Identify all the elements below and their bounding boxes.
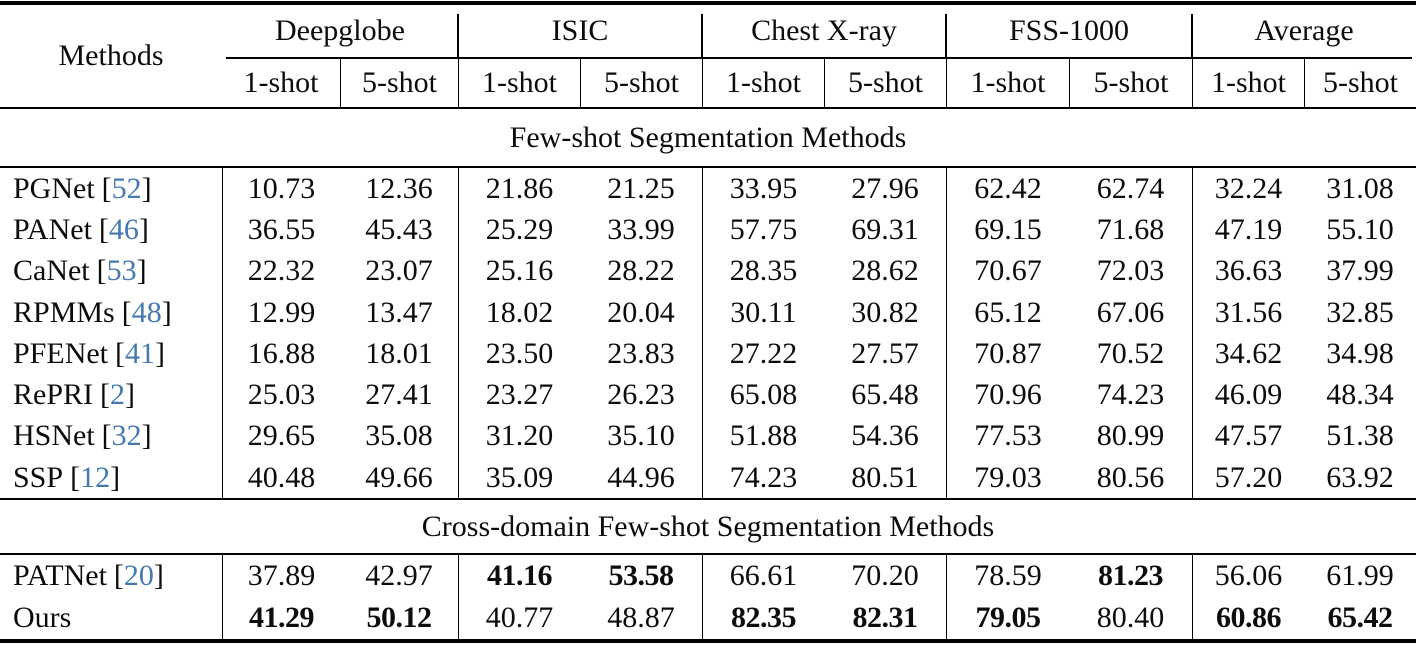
value-cell-pgnet-deepglobe-1-shot: 10.73 — [222, 168, 340, 209]
value-cell-patnet-chest-x-ray-1-shot: 66.61 — [702, 555, 824, 597]
citation-bracket: ] — [138, 212, 149, 246]
shot-header-chest-x-ray-5-shot: 5-shot — [824, 59, 946, 107]
table-row-hsnet — [0, 416, 1416, 457]
value-cell-patnet-fss-1000-5-shot: 81.23 — [1098, 559, 1163, 593]
method-cell-hsnet — [0, 416, 222, 457]
methods-column-header: Methods — [58, 39, 164, 72]
value-cell-rpmms-chest-x-ray-5-shot: 30.82 — [851, 295, 919, 329]
group-header-average: Average — [1192, 5, 1416, 57]
value-cell-patnet-fss-1000-1-shot: 78.59 — [946, 555, 1069, 597]
value-cell-rpmms-fss-1000-1-shot: 65.12 — [946, 292, 1069, 333]
value-cell-ssp-isic-1-shot: 35.09 — [458, 457, 580, 498]
value-cell-canet-deepglobe-1-shot: 22.32 — [222, 251, 340, 292]
value-cell-ours-chest-x-ray-5-shot: 82.31 — [852, 601, 918, 635]
value-cell-ssp-deepglobe-5-shot: 49.66 — [365, 460, 433, 494]
value-cell-repri-deepglobe-1-shot: 25.03 — [222, 374, 340, 415]
method-cell-pfenet — [0, 333, 222, 374]
value-cell-pfenet-deepglobe-1-shot: 16.88 — [222, 333, 340, 374]
citation-bracket: ] — [141, 171, 152, 205]
table-row-pfenet — [0, 333, 1416, 374]
method-name: RPMMs — [13, 295, 115, 329]
method-cell-ours — [0, 597, 222, 639]
value-cell-ours-deepglobe-5-shot: 50.12 — [366, 601, 432, 635]
section-title-0: Few-shot Segmentation Methods — [509, 120, 907, 154]
value-cell-panet-chest-x-ray-5-shot: 69.31 — [851, 212, 919, 246]
citation-bracket: [ — [96, 254, 107, 288]
table-row-repri — [0, 374, 1416, 415]
value-cell-hsnet-fss-1000-5-shot: 80.99 — [1096, 419, 1165, 453]
value-cell-repri-isic-5-shot: 26.23 — [607, 378, 675, 412]
value-cell-repri-average-5-shot: 48.34 — [1326, 378, 1394, 412]
citation-bracket: [ — [115, 336, 126, 370]
citation-ref-46[interactable]: 46 — [108, 212, 139, 246]
table-header — [0, 5, 1416, 107]
value-cell-pgnet-chest-x-ray-5-shot: 27.96 — [851, 171, 919, 205]
value-cell-canet-fss-1000-5-shot: 72.03 — [1096, 254, 1165, 288]
value-cell-ssp-deepglobe-1-shot: 40.48 — [222, 457, 340, 498]
bottom-rule — [0, 639, 1416, 643]
citation-bracket: [ — [101, 419, 112, 453]
value-cell-hsnet-fss-1000-1-shot: 77.53 — [946, 416, 1069, 457]
value-cell-rpmms-average-5-shot: 32.85 — [1326, 295, 1394, 329]
value-cell-ours-average-1-shot: 60.86 — [1192, 597, 1304, 639]
citation-bracket: ] — [110, 460, 121, 494]
value-cell-canet-average-5-shot: 37.99 — [1326, 254, 1394, 288]
method-cell-panet — [0, 209, 222, 250]
method-cell-patnet — [0, 555, 222, 597]
method-cell-pgnet — [0, 168, 222, 209]
method-cell-canet — [0, 251, 222, 292]
value-cell-panet-isic-5-shot: 33.99 — [607, 212, 675, 246]
shot-header-deepglobe-1-shot: 1-shot — [243, 66, 319, 99]
method-name: HSNet — [13, 419, 95, 453]
value-cell-repri-fss-1000-1-shot: 70.96 — [946, 374, 1069, 415]
method-cell-repri — [0, 374, 222, 415]
value-cell-panet-fss-1000-1-shot: 69.15 — [946, 209, 1069, 250]
value-cell-panet-fss-1000-5-shot: 71.68 — [1096, 212, 1165, 246]
method-name: CaNet — [13, 254, 90, 288]
value-cell-panet-isic-1-shot: 25.29 — [458, 209, 580, 250]
value-cell-patnet-isic-1-shot: 41.16 — [458, 555, 580, 597]
shot-header-average-5-shot: 5-shot — [1304, 59, 1416, 107]
value-cell-hsnet-isic-5-shot: 35.10 — [607, 419, 675, 453]
citation-bracket: ] — [161, 295, 172, 329]
value-cell-patnet-average-1-shot: 56.06 — [1192, 555, 1304, 597]
citation-ref-20[interactable]: 20 — [123, 559, 154, 593]
methods-header-spacer — [0, 59, 222, 107]
value-cell-rpmms-average-1-shot: 31.56 — [1192, 292, 1304, 333]
value-cell-pgnet-chest-x-ray-1-shot: 33.95 — [702, 168, 824, 209]
table-row-panet — [0, 209, 1416, 250]
value-cell-canet-isic-1-shot: 25.16 — [458, 251, 580, 292]
method-name: PFENet — [13, 336, 109, 370]
value-cell-ssp-fss-1000-5-shot: 80.56 — [1096, 460, 1165, 494]
value-cell-pfenet-fss-1000-5-shot: 70.52 — [1096, 336, 1165, 370]
value-cell-ours-average-5-shot: 65.42 — [1327, 601, 1393, 635]
citation-ref-2[interactable]: 2 — [110, 378, 126, 412]
table-row-pgnet — [0, 168, 1416, 209]
value-cell-pgnet-average-1-shot: 32.24 — [1192, 168, 1304, 209]
value-cell-ours-fss-1000-5-shot: 80.40 — [1096, 601, 1165, 635]
value-cell-patnet-deepglobe-5-shot: 42.97 — [365, 559, 433, 593]
value-cell-pfenet-isic-5-shot: 23.83 — [607, 336, 675, 370]
value-cell-rpmms-deepglobe-5-shot: 13.47 — [365, 295, 433, 329]
group-header-chest-x-ray: Chest X-ray — [702, 5, 946, 57]
value-cell-ssp-fss-1000-1-shot: 79.03 — [946, 457, 1069, 498]
table-row-patnet — [0, 555, 1416, 597]
citation-bracket: ] — [125, 378, 136, 412]
value-cell-canet-chest-x-ray-1-shot: 28.35 — [702, 251, 824, 292]
value-cell-patnet-average-5-shot: 61.99 — [1326, 559, 1394, 593]
value-cell-pfenet-isic-1-shot: 23.50 — [458, 333, 580, 374]
value-cell-rpmms-isic-1-shot: 18.02 — [458, 292, 580, 333]
citation-bracket: [ — [70, 460, 81, 494]
method-name: PATNet — [13, 559, 107, 593]
group-header-fss-1000: FSS-1000 — [946, 5, 1192, 57]
value-cell-repri-fss-1000-5-shot: 74.23 — [1096, 378, 1165, 412]
citation-ref-48[interactable]: 48 — [131, 295, 162, 329]
value-cell-canet-isic-5-shot: 28.22 — [607, 254, 675, 288]
value-cell-ssp-chest-x-ray-5-shot: 80.51 — [851, 460, 919, 494]
value-cell-panet-deepglobe-5-shot: 45.43 — [365, 212, 433, 246]
citation-ref-32[interactable]: 32 — [111, 419, 142, 453]
method-name: PGNet — [13, 171, 95, 205]
value-cell-rpmms-fss-1000-5-shot: 67.06 — [1096, 295, 1165, 329]
value-cell-pfenet-deepglobe-5-shot: 18.01 — [365, 336, 433, 370]
value-cell-rpmms-isic-5-shot: 20.04 — [607, 295, 675, 329]
value-cell-hsnet-chest-x-ray-5-shot: 54.36 — [851, 419, 919, 453]
citation-bracket: ] — [155, 336, 166, 370]
value-cell-ssp-average-1-shot: 57.20 — [1192, 457, 1304, 498]
value-cell-patnet-deepglobe-1-shot: 37.89 — [222, 555, 340, 597]
value-cell-ours-isic-1-shot: 40.77 — [458, 597, 580, 639]
value-cell-ours-fss-1000-1-shot: 79.05 — [946, 597, 1069, 639]
value-cell-ssp-average-5-shot: 63.92 — [1326, 460, 1394, 494]
value-cell-ssp-chest-x-ray-1-shot: 74.23 — [702, 457, 824, 498]
value-cell-pfenet-chest-x-ray-1-shot: 27.22 — [702, 333, 824, 374]
value-cell-ssp-isic-5-shot: 44.96 — [607, 460, 675, 494]
value-cell-pfenet-fss-1000-1-shot: 70.87 — [946, 333, 1069, 374]
method-name: PANet — [13, 212, 92, 246]
citation-bracket: ] — [153, 559, 164, 593]
value-cell-canet-chest-x-ray-5-shot: 28.62 — [851, 254, 919, 288]
value-cell-patnet-isic-5-shot: 53.58 — [608, 559, 674, 593]
value-cell-pgnet-isic-1-shot: 21.86 — [458, 168, 580, 209]
shot-header-deepglobe-5-shot: 5-shot — [340, 59, 458, 107]
citation-bracket: [ — [101, 171, 112, 205]
citation-ref-52[interactable]: 52 — [111, 171, 142, 205]
value-cell-repri-isic-1-shot: 23.27 — [458, 374, 580, 415]
value-cell-ours-chest-x-ray-1-shot: 82.35 — [702, 597, 824, 639]
value-cell-pfenet-average-1-shot: 34.62 — [1192, 333, 1304, 374]
value-cell-canet-average-1-shot: 36.63 — [1192, 251, 1304, 292]
value-cell-hsnet-isic-1-shot: 31.20 — [458, 416, 580, 457]
shot-header-isic-1-shot: 1-shot — [458, 59, 580, 107]
citation-bracket: [ — [98, 212, 109, 246]
method-name: Ours — [13, 601, 72, 635]
value-cell-repri-chest-x-ray-1-shot: 65.08 — [702, 374, 824, 415]
methods-header-spacer — [0, 5, 222, 57]
shot-header-fss-1000-1-shot: 1-shot — [946, 59, 1069, 107]
value-cell-ours-deepglobe-1-shot: 41.29 — [222, 597, 340, 639]
value-cell-hsnet-average-5-shot: 51.38 — [1326, 419, 1394, 453]
method-name: RePRI — [13, 378, 94, 412]
citation-ref-53[interactable]: 53 — [106, 254, 137, 288]
shot-header-average-1-shot: 1-shot — [1192, 59, 1304, 107]
shot-header-isic-5-shot: 5-shot — [580, 59, 702, 107]
value-cell-patnet-chest-x-ray-5-shot: 70.20 — [851, 559, 919, 593]
shot-header-row — [0, 59, 1416, 107]
shot-header-chest-x-ray-1-shot: 1-shot — [702, 59, 824, 107]
value-cell-hsnet-deepglobe-1-shot: 29.65 — [222, 416, 340, 457]
value-cell-rpmms-chest-x-ray-1-shot: 30.11 — [702, 292, 824, 333]
value-cell-hsnet-deepglobe-5-shot: 35.08 — [365, 419, 433, 453]
table-row-canet — [0, 251, 1416, 292]
citation-bracket: ] — [141, 419, 152, 453]
method-name: SSP — [13, 460, 64, 494]
value-cell-panet-chest-x-ray-1-shot: 57.75 — [702, 209, 824, 250]
group-header-deepglobe: Deepglobe — [275, 14, 405, 47]
shot-header-fss-1000-5-shot: 5-shot — [1069, 59, 1192, 107]
group-header-row — [0, 5, 1416, 57]
citation-bracket: [ — [113, 559, 124, 593]
group-header-isic: ISIC — [458, 5, 702, 57]
value-cell-pfenet-average-5-shot: 34.98 — [1326, 336, 1394, 370]
value-cell-rpmms-deepglobe-1-shot: 12.99 — [222, 292, 340, 333]
section-title-1: Cross-domain Few-shot Segmentation Methods — [421, 509, 995, 543]
value-cell-repri-average-1-shot: 46.09 — [1192, 374, 1304, 415]
value-cell-pfenet-chest-x-ray-5-shot: 27.57 — [851, 336, 919, 370]
table-row-ssp — [0, 457, 1416, 498]
value-cell-panet-average-1-shot: 47.19 — [1192, 209, 1304, 250]
citation-bracket: ] — [136, 254, 147, 288]
value-cell-pgnet-fss-1000-5-shot: 62.74 — [1096, 171, 1165, 205]
value-cell-panet-deepglobe-1-shot: 36.55 — [222, 209, 340, 250]
value-cell-pgnet-fss-1000-1-shot: 62.42 — [946, 168, 1069, 209]
citation-ref-12[interactable]: 12 — [80, 460, 111, 494]
citation-bracket: [ — [100, 378, 111, 412]
value-cell-ours-isic-5-shot: 48.87 — [607, 601, 675, 635]
value-cell-hsnet-chest-x-ray-1-shot: 51.88 — [702, 416, 824, 457]
method-cell-rpmms — [0, 292, 222, 333]
method-cell-ssp — [0, 457, 222, 498]
value-cell-repri-deepglobe-5-shot: 27.41 — [365, 378, 433, 412]
table-row-rpmms — [0, 292, 1416, 333]
value-cell-canet-fss-1000-1-shot: 70.67 — [946, 251, 1069, 292]
value-cell-pgnet-deepglobe-5-shot: 12.36 — [365, 171, 433, 205]
value-cell-canet-deepglobe-5-shot: 23.07 — [365, 254, 433, 288]
value-cell-pgnet-average-5-shot: 31.08 — [1326, 171, 1394, 205]
value-cell-hsnet-average-1-shot: 47.57 — [1192, 416, 1304, 457]
value-cell-panet-average-5-shot: 55.10 — [1326, 212, 1394, 246]
table-body — [0, 109, 1416, 643]
citation-bracket: [ — [121, 295, 132, 329]
value-cell-pgnet-isic-5-shot: 21.25 — [607, 171, 675, 205]
table-row-ours — [0, 597, 1416, 639]
value-cell-repri-chest-x-ray-5-shot: 65.48 — [851, 378, 919, 412]
citation-ref-41[interactable]: 41 — [125, 336, 156, 370]
